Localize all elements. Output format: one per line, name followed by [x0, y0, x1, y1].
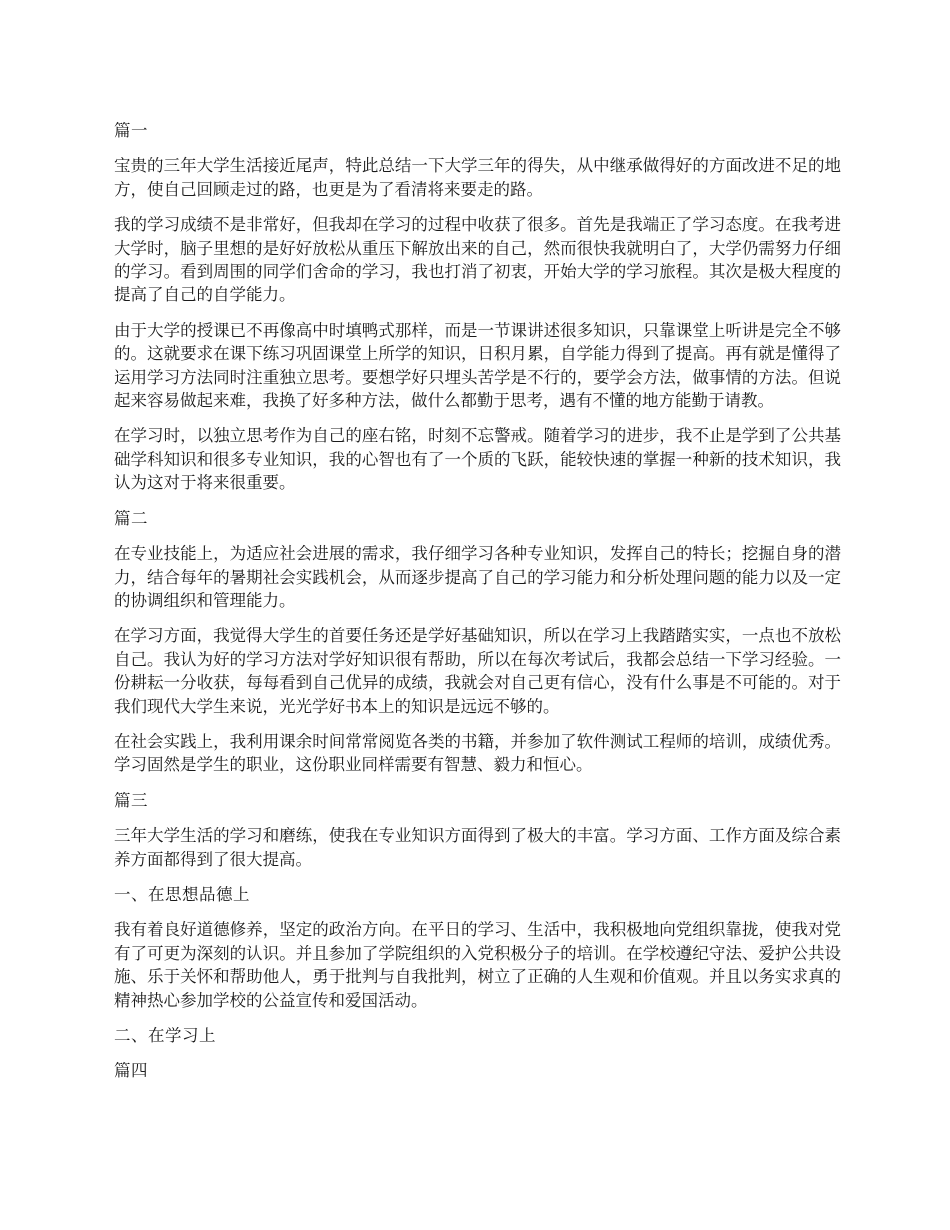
- section-heading-2: 篇二: [114, 508, 148, 528]
- subheading-1: 一、在思想品德上: [114, 884, 250, 904]
- paragraph-3: 由于大学的授课已不再像高中时填鸭式那样，而是一节课讲述很多知识，只靠课堂上听讲是完全不够的。这就要求在课下练习巩固课堂上所学的知识，日积月累，自学能力得到了提高。再有就是懂得了运用学习方法同时注重独立思考。要想学好只埋头苦学是不行的，要学会方法，做事情的方法。但说起来容易做起来难，我换了好多种方法，做什么都勤于思考，遇有不懂的地方能勤于请教。: [114, 320, 841, 411]
- paragraph-2: 我的学习成绩不是非常好，但我却在学习的过程中收获了很多。首先是我端正了学习态度。在我考进大学时，脑子里想的是好好放松从重压下解放出来的自己，然而很快我就明白了，大学仍需努力仔细的学习。看到周围的同学们舍命的学习，我也打消了初衷，开始大学的学习旅程。其次是极大程度的提高了自己的自学能力。: [114, 215, 841, 305]
- paragraph-1: 宝贵的三年大学生活接近尾声，特此总结一下大学三年的得失，从中继承做得好的方面改进不足的地方，使自己回顾走过的路，也更是为了看清将来要走的路。: [114, 156, 841, 199]
- subheading-2: 二、在学习上: [114, 1026, 216, 1045]
- paragraph-4: 在学习时，以独立思考作为自己的座右铭，时刻不忘警戒。随着学习的进步，我不止是学到了公共基础学科知识和很多专业知识，我的心智也有了一个质的飞跃，能较快速的掌握一种新的技术知识，我认为这对于将来很重要。: [114, 426, 841, 493]
- section-heading-4: 篇四: [114, 1061, 148, 1081]
- document-page: [114, 119, 841, 1095]
- paragraph-8: 三年大学生活的学习和磨练，使我在专业知识方面得到了极大的丰富。学习方面、工作方面及综合素养方面都得到了很大提高。: [114, 826, 841, 869]
- paragraph-7: 在社会实践上，我利用课余时间常常阅览各类的书籍，并参加了软件测试工程师的培训，成绩优秀。学习固然是学生的职业，这份职业同样需要有智慧、毅力和恒心。: [114, 731, 841, 775]
- section-heading-3: 篇三: [114, 790, 148, 810]
- section-heading-1: 篇一: [114, 121, 148, 140]
- paragraph-6: 在学习方面，我觉得大学生的首要任务还是学好基础知识，所以在学习上我踏踏实实，一点也不放松自己。我认为好的学习方法对学好知识很有帮助，所以在每次考试后，我都会总结一下学习经验。一份耕耘一分收获，每每看到自己优异的成绩，我就会对自己更有信心，没有什么事是不可能的。对于我们现代大学生来说，光光学好书本上的知识是远远不够的。: [114, 626, 841, 716]
- paragraph-9: 我有着良好道德修养，坚定的政治方向。在平日的学习、生活中，我积极地向党组织靠拢，使我对党有了可更为深刻的认识。并且参加了学院组织的入党积极分子的培训。在学校遵纪守法、爱护公共设施、乐于关怀和帮助他人，勇于批判与自我批判，树立了正确的人生观和价值观。并且以务实求真的精神热心参加学校的公益宣传和爱国活动。: [114, 920, 841, 1010]
- paragraph-5: 在专业技能上，为适应社会进展的需求，我仔细学习各种专业知识，发挥自己的特长；挖掘自身的潜力，结合每年的暑期社会实践机会，从而逐步提高了自己的学习能力和分析处理问题的能力以及一定的协调组织和管理能力。: [114, 544, 841, 610]
